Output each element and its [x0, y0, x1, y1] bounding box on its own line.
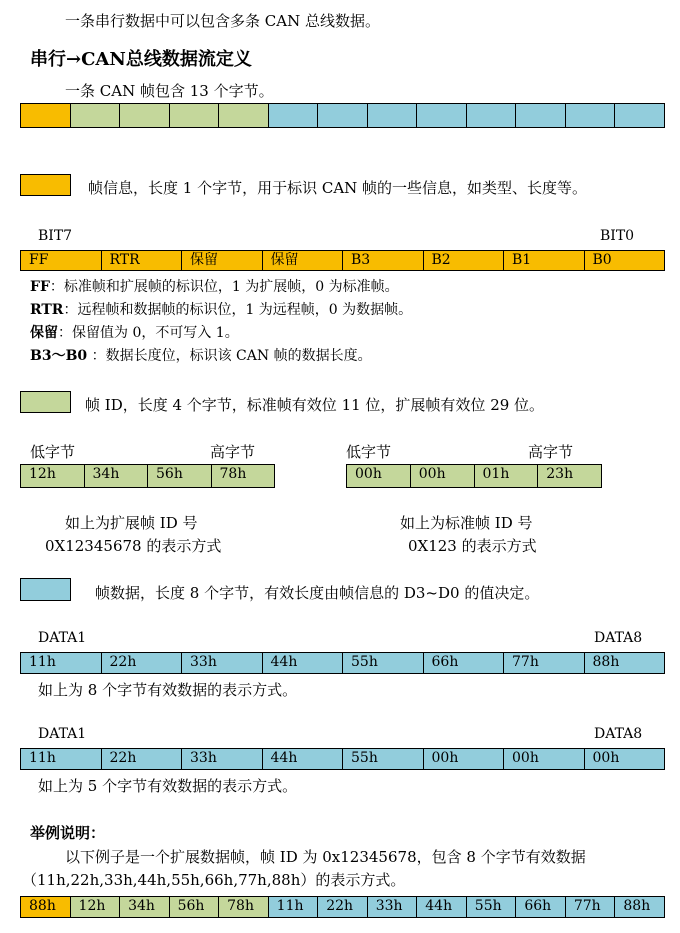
id-left-byte-cell: 34h	[85, 465, 149, 487]
data2-byte-cell: 55h	[343, 749, 424, 769]
id-right-high: 高字节	[528, 443, 574, 461]
id-right-byte-cell: 01h	[475, 465, 539, 487]
frame-byte-cell	[21, 104, 71, 127]
data2-right-label: DATA8	[594, 726, 643, 742]
bit-cell: B1	[504, 251, 585, 270]
example-byte-cell: 33h	[368, 897, 418, 917]
frame-byte-cell	[269, 104, 319, 127]
frame-byte-cell	[615, 104, 664, 127]
frame-byte-cell	[566, 104, 616, 127]
data2-left-label: DATA1	[38, 726, 87, 742]
data1-byte-cell: 77h	[504, 653, 585, 673]
data2-byte-cell: 33h	[182, 749, 263, 769]
def-reserved-term: 保留	[30, 325, 58, 341]
data2-byte-cell: 00h	[504, 749, 585, 769]
data1-left-label: DATA1	[38, 630, 87, 646]
def-length-term: B3～B0	[30, 348, 88, 364]
id-right-bar	[346, 464, 602, 488]
frame-byte-cell	[417, 104, 467, 127]
example-byte-cell: 88h	[21, 897, 71, 917]
example-byte-cell: 34h	[120, 897, 170, 917]
data-legend-swatch	[20, 578, 71, 601]
data2-byte-cell: 00h	[424, 749, 505, 769]
frame-byte-cell	[516, 104, 566, 127]
data2-caption: 如上为 5 个字节有效数据的表示方式。	[38, 777, 298, 795]
id-left-bar	[20, 464, 275, 488]
data1-byte-cell: 44h	[263, 653, 344, 673]
section-heading: 串行→CAN总线数据流定义	[30, 49, 252, 70]
info-legend-text: 帧信息，长度 1 个字节，用于标识 CAN 帧的一些信息，如类型、长度等。	[88, 179, 588, 197]
id-left-caption1: 如上为扩展帧 ID 号	[65, 514, 198, 532]
id-left-byte-cell: 78h	[219, 466, 247, 482]
id-left-low: 低字节	[30, 443, 76, 461]
frame-byte-cell	[467, 104, 517, 127]
id-right-byte-cell: 00h	[411, 465, 475, 487]
example-byte-cell: 56h	[170, 897, 220, 917]
data1-byte-cell: 33h	[182, 653, 263, 673]
data2-byte-cell: 22h	[102, 749, 183, 769]
data-legend-text: 帧数据，长度 8 个字节，有效长度由帧信息的 D3~D0 的值决定。	[95, 584, 540, 602]
def-rtr-term: RTR	[30, 302, 64, 318]
bit7-label: BIT7	[38, 228, 73, 244]
example-byte-cell: 11h	[269, 897, 319, 917]
id-legend-swatch	[20, 391, 71, 413]
id-left-byte-cell: 12h	[21, 465, 85, 487]
data1-byte-cell: 88h	[592, 654, 620, 670]
bit-cell: B3	[343, 251, 424, 270]
example-byte-cell: 88h	[615, 897, 664, 917]
frame-byte-cell	[368, 104, 418, 127]
frame-byte-cell	[318, 104, 368, 127]
bit-cell: 保留	[182, 251, 263, 270]
data2-byte-cell: 44h	[263, 749, 344, 769]
id-left-byte-cell: 56h	[148, 465, 212, 487]
bit-cell: B0	[585, 251, 665, 270]
data1-bar	[20, 652, 665, 674]
def-reserved	[30, 322, 239, 342]
frame-bar	[20, 103, 665, 128]
info-legend-swatch	[20, 174, 71, 196]
example-title: 举例说明：	[30, 824, 106, 842]
def-ff-text: ：标准帧和扩展帧的标识位，1 为扩展帧，0 为标准帧。	[49, 279, 399, 295]
data1-byte-cell: 55h	[343, 653, 424, 673]
bit-cell: B2	[424, 251, 505, 270]
def-ff-term: FF	[30, 279, 50, 295]
id-right-byte-cell: 00h	[347, 465, 411, 487]
bit-cell: 保留	[263, 251, 344, 270]
id-right-caption2: 0X123 的表示方式	[408, 537, 537, 555]
data1-right-label: DATA8	[594, 630, 643, 646]
example-byte-cell: 44h	[417, 897, 467, 917]
id-left-caption2: 0X12345678 的表示方式	[45, 537, 222, 555]
def-rtr	[30, 299, 412, 319]
example-byte-cell: 78h	[219, 897, 269, 917]
example-byte-cell: 22h	[318, 897, 368, 917]
frame-byte-cell	[71, 104, 121, 127]
example-line1: 以下例子是一个扩展数据帧，帧 ID 为 0x12345678，包含 8 个字节有效数据	[65, 848, 586, 866]
def-rtr-text: ：远程帧和数据帧的标识位，1 为远程帧，0 为数据帧。	[63, 302, 413, 318]
frame-byte-cell	[120, 104, 170, 127]
data1-byte-cell: 11h	[21, 653, 102, 673]
data2-bar	[20, 748, 665, 770]
bit-cell: RTR	[102, 251, 183, 270]
data1-byte-cell: 66h	[424, 653, 505, 673]
example-byte-cell: 12h	[71, 897, 121, 917]
example-line2: （11h,22h,33h,44h,55h,66h,77h,88h）的表示方式。	[22, 871, 406, 889]
id-right-caption1: 如上为标准帧 ID 号	[400, 514, 533, 532]
bits-bar	[20, 250, 665, 271]
example-byte-cell: 55h	[467, 897, 517, 917]
id-left-high: 高字节	[210, 443, 256, 461]
intro-text: 一条串行数据中可以包含多条 CAN 总线数据。	[65, 12, 380, 30]
data1-byte-cell: 22h	[102, 653, 183, 673]
def-reserved-text: ：保留值为 0，不可写入 1。	[58, 325, 239, 341]
id-right-byte-cell: 23h	[546, 466, 574, 482]
id-legend-text: 帧 ID，长度 4 个字节，标准帧有效位 11 位，扩展帧有效位 29 位。	[85, 396, 545, 414]
frame-byte-cell	[219, 104, 269, 127]
data2-byte-cell: 00h	[592, 750, 620, 766]
def-length	[30, 345, 372, 365]
frame-note: 一条 CAN 帧包含 13 个字节。	[65, 82, 274, 100]
def-length-text: ：数据长度位，标识该 CAN 帧的数据长度。	[87, 348, 372, 364]
id-right-low: 低字节	[346, 443, 392, 461]
example-bar	[20, 896, 665, 918]
bit0-label: BIT0	[600, 228, 635, 244]
frame-byte-cell	[170, 104, 220, 127]
data2-byte-cell: 11h	[21, 749, 102, 769]
example-byte-cell: 66h	[516, 897, 566, 917]
def-ff	[30, 276, 399, 296]
example-byte-cell: 77h	[566, 897, 616, 917]
data1-caption: 如上为 8 个字节有效数据的表示方式。	[38, 681, 298, 699]
bit-cell: FF	[21, 251, 102, 270]
